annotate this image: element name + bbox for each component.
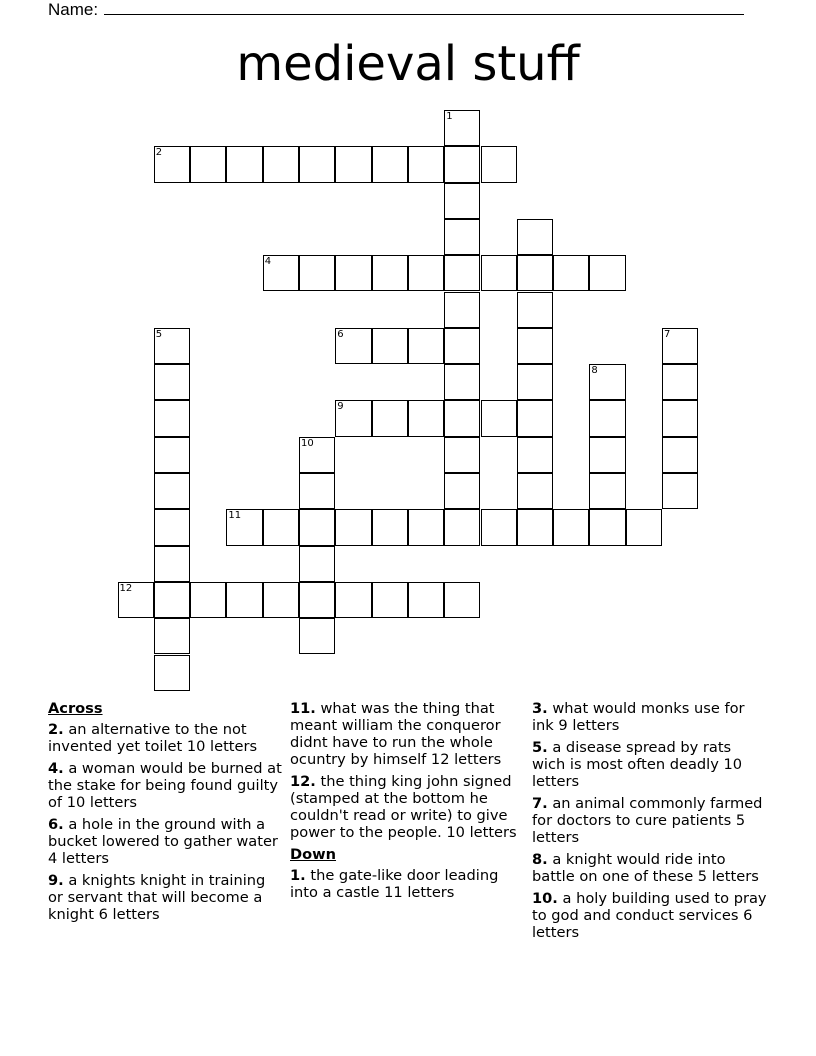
grid-cell[interactable] [263,255,299,291]
clue-down-10: 10. a holy building used to pray to god and conduct services 6 letters [532,890,767,941]
grid-cell[interactable] [299,146,335,182]
clue-across-2: 2. an alternative to the not invented yet toilet 10 letters [48,721,258,755]
grid-cell[interactable] [226,509,262,545]
grid-cell[interactable] [517,437,553,473]
clues-column-2 [290,700,526,906]
grid-cell[interactable] [299,255,335,291]
grid-cell[interactable] [372,582,408,618]
clue-across-9: 9. a knights knight in training or servant that will become a knight 6 letters [48,872,266,923]
clue-across-6: 6. a hole in the ground with a bucket lowered to gather water 4 letters [48,816,278,867]
clues-column-3 [532,700,768,946]
clue-down-1: 1. the gate-like door leading into a castle 11 letters [290,867,499,901]
grid-cell[interactable] [517,255,553,291]
grid-cell[interactable] [190,582,226,618]
grid-cell[interactable] [444,110,480,146]
clue-number: 7 [664,328,671,340]
grid-cell[interactable] [299,546,335,582]
grid-cell[interactable] [154,618,190,654]
grid-cell[interactable] [481,146,517,182]
grid-cell[interactable] [408,509,444,545]
grid-cell[interactable] [553,509,589,545]
grid-cell[interactable] [118,582,154,618]
grid-cell[interactable] [662,400,698,436]
grid-cell[interactable] [408,582,444,618]
grid-cell[interactable] [154,400,190,436]
grid-cell[interactable] [662,364,698,400]
grid-cell[interactable] [444,582,480,618]
down-heading: Down [290,846,337,863]
grid-cell[interactable] [662,437,698,473]
grid-cell[interactable] [154,146,190,182]
grid-cell[interactable] [372,400,408,436]
grid-cell[interactable] [444,328,480,364]
grid-cell[interactable] [662,328,698,364]
grid-cell[interactable] [408,400,444,436]
clue-across-4: 4. a woman would be burned at the stake for being found guilty of 10 letters [48,760,282,811]
grid-cell[interactable] [154,328,190,364]
grid-cell[interactable] [372,255,408,291]
grid-cell[interactable] [154,364,190,400]
grid-cell[interactable] [444,400,480,436]
grid-cell[interactable] [408,146,444,182]
clue-down-3: 3. what would monks use for ink 9 letters [532,700,745,734]
grid-cell[interactable] [589,473,625,509]
grid-cell[interactable] [335,509,371,545]
grid-cell[interactable] [589,255,625,291]
grid-cell[interactable] [226,582,262,618]
grid-cell[interactable] [589,364,625,400]
grid-cell[interactable] [263,146,299,182]
grid-cell[interactable] [553,255,589,291]
grid-cell[interactable] [372,509,408,545]
grid-cell[interactable] [335,255,371,291]
grid-cell[interactable] [335,400,371,436]
page-title: medieval stuff [236,36,580,92]
clue-number: 9 [337,401,344,413]
grid-cell[interactable] [408,255,444,291]
grid-cell[interactable] [517,292,553,328]
grid-cell[interactable] [444,292,480,328]
grid-cell[interactable] [481,509,517,545]
clue-number: 11 [228,510,242,522]
clue-number: 1 [446,111,453,122]
grid-cell[interactable] [299,473,335,509]
grid-cell[interactable] [299,509,335,545]
grid-cell[interactable] [154,437,190,473]
grid-cell[interactable] [517,473,553,509]
grid-cell[interactable] [517,364,553,400]
grid-cell[interactable] [662,473,698,509]
grid-cell[interactable] [481,255,517,291]
grid-cell[interactable] [372,328,408,364]
grid-cell[interactable] [154,509,190,545]
clue-number: 10 [301,437,314,449]
grid-cell[interactable] [372,146,408,182]
grid-cell[interactable] [517,509,553,545]
grid-cell[interactable] [154,546,190,582]
clue-number: 6 [337,328,344,340]
grid-cell[interactable] [481,400,517,436]
grid-cell[interactable] [444,364,480,400]
grid-cell[interactable] [517,328,553,364]
clue-down-7: 7. an animal commonly farmed for doctors to cure patients 5 letters [532,795,763,846]
grid-cell[interactable] [335,582,371,618]
grid-cell[interactable] [299,582,335,618]
grid-cell[interactable] [444,509,480,545]
clue-across-11: 11. what was the thing that meant william the conqueror didnt have to run the whole ocuntry by himself 12 letters [290,700,502,768]
grid-cell[interactable] [154,582,190,618]
grid-cell[interactable] [154,473,190,509]
grid-cell[interactable] [589,400,625,436]
grid-cell[interactable] [299,618,335,654]
grid-cell[interactable] [444,183,480,219]
grid-cell[interactable] [444,146,480,182]
clue-number: 4 [264,256,272,268]
grid-cell[interactable] [517,400,553,436]
clue-number: 8 [591,365,598,377]
grid-cell[interactable] [626,509,662,545]
grid-cell[interactable] [444,255,480,291]
clue-across-12: 12. the thing king john signed (stamped at the bottom he couldn't read or write) to give power to the people. 10 letters [290,773,517,841]
grid-cell[interactable] [335,146,371,182]
grid-cell[interactable] [517,219,553,255]
clue-number: 12 [119,582,133,594]
grid-cell[interactable] [589,437,625,473]
grid-cell[interactable] [190,146,226,182]
grid-cell[interactable] [444,219,480,255]
across-heading: Across [48,700,103,717]
grid-cell[interactable] [299,437,335,473]
clue-down-8: 8. a knight would ride into battle on one of these 5 letters [532,851,759,885]
grid-cell[interactable] [444,473,480,509]
grid-cell[interactable] [408,328,444,364]
grid-cell[interactable] [263,582,299,618]
grid-cell[interactable] [226,146,262,182]
name-label: Name: [48,0,99,19]
grid-cell[interactable] [263,509,299,545]
clues-column-1 [48,700,284,928]
grid-cell[interactable] [335,328,371,364]
grid-cell[interactable] [154,655,190,691]
clue-down-5: 5. a disease spread by rats wich is most often deadly 10 letters [532,739,743,790]
grid-cell[interactable] [444,437,480,473]
grid-cell[interactable] [589,509,625,545]
clue-number: 5 [155,328,163,340]
clue-number: 2 [155,147,163,159]
